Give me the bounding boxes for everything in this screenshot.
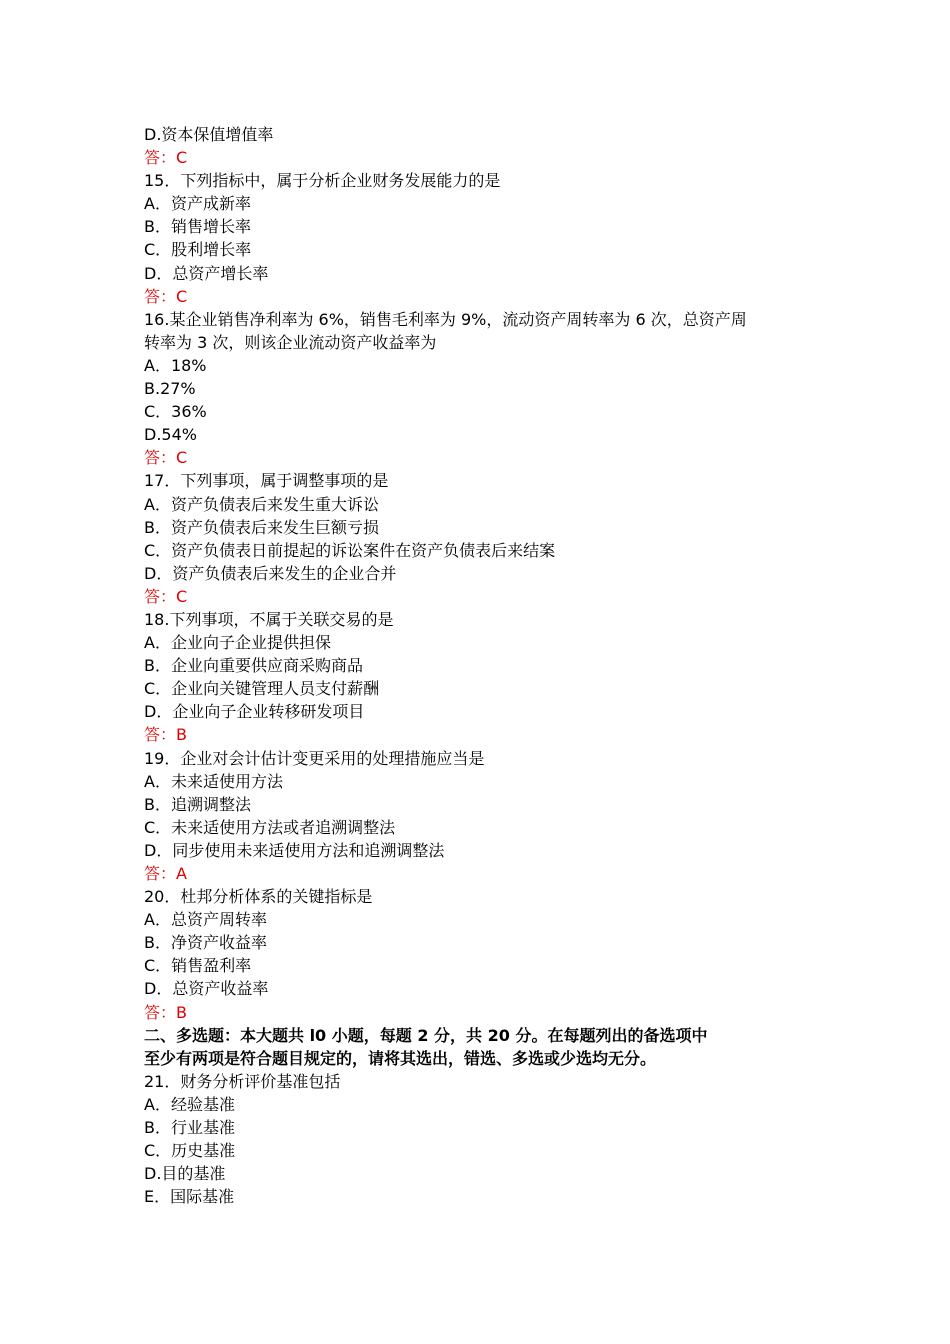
text-line: B．净资产收益率 [144, 933, 267, 953]
text-line: 16.某企业销售净利率为 6%，销售毛利率为 9%，流动资产周转率为 6 次，总资产周 [144, 309, 747, 329]
text-line: B．销售增长率 [144, 217, 251, 237]
text-line: A．18% [144, 355, 207, 375]
text-line: C．历史基准 [144, 1141, 236, 1161]
section-heading-line: 二、多选题：本大题共 l0 小题，每题 2 分，共 20 分。在每题列出的备选项中 [144, 1025, 708, 1045]
text-line: C．资产负债表日前提起的诉讼案件在资产负债表后来结案 [144, 540, 556, 560]
answer-line: 答：B [144, 725, 187, 745]
answer-line: 答：C [144, 586, 188, 606]
text-line: 转率为 3 次，则该企业流动资产收益率为 [144, 332, 437, 352]
text-line: D．总资产收益率 [144, 979, 269, 999]
answer-line: 答：C [144, 148, 188, 168]
text-line: 20．杜邦分析体系的关键指标是 [144, 887, 373, 907]
answer-line: 答：B [144, 1002, 187, 1022]
text-line: D.54% [144, 425, 197, 445]
text-line: D．企业向子企业转移研发项目 [144, 702, 365, 722]
text-line: A．资产负债表后来发生重大诉讼 [144, 494, 379, 514]
answer-line: 答：A [144, 864, 187, 883]
text-line: C．企业向关键管理人员支付薪酬 [144, 679, 380, 699]
text-line: B．追溯调整法 [144, 794, 251, 814]
text-line: B．企业向重要供应商采购商品 [144, 656, 363, 676]
text-line: A．企业向子企业提供担保 [144, 633, 331, 653]
text-line: D．总资产增长率 [144, 263, 269, 283]
text-line: A．总资产周转率 [144, 910, 267, 930]
text-line: C．36% [144, 402, 207, 422]
document-page [144, 123, 814, 1208]
text-line: 17．下列事项，属于调整事项的是 [144, 471, 389, 491]
text-line: C．销售盈利率 [144, 956, 252, 976]
text-line: E．国际基准 [144, 1187, 235, 1207]
text-line: A．未来适使用方法 [144, 771, 283, 791]
text-line: B．资产负债表后来发生巨额亏损 [144, 517, 379, 537]
text-line: A．经验基准 [144, 1094, 235, 1114]
text-line: 15．下列指标中，属于分析企业财务发展能力的是 [144, 171, 501, 191]
answer-line: 答：C [144, 286, 188, 306]
text-line: 18.下列事项，不属于关联交易的是 [144, 609, 394, 629]
text-line: A．资产成新率 [144, 194, 251, 214]
text-line: B.27% [144, 379, 196, 399]
text-line: 21．财务分析评价基准包括 [144, 1071, 341, 1091]
text-line: D．资产负债表后来发生的企业合并 [144, 563, 397, 583]
section-heading-line: 至少有两项是符合题目规定的，请将其选出，错选、多选或少选均无分。 [144, 1048, 657, 1068]
text-line: 19．企业对会计估计变更采用的处理措施应当是 [144, 748, 485, 768]
text-line: B．行业基准 [144, 1118, 235, 1138]
text-line: D．同步使用未来适使用方法和追溯调整法 [144, 840, 445, 860]
text-line: D.资本保值增值率 [144, 125, 274, 144]
text-line: C．股利增长率 [144, 240, 252, 260]
text-line: D.目的基准 [144, 1164, 226, 1184]
text-line: C．未来适使用方法或者追溯调整法 [144, 817, 396, 837]
answer-line: 答：C [144, 448, 188, 468]
